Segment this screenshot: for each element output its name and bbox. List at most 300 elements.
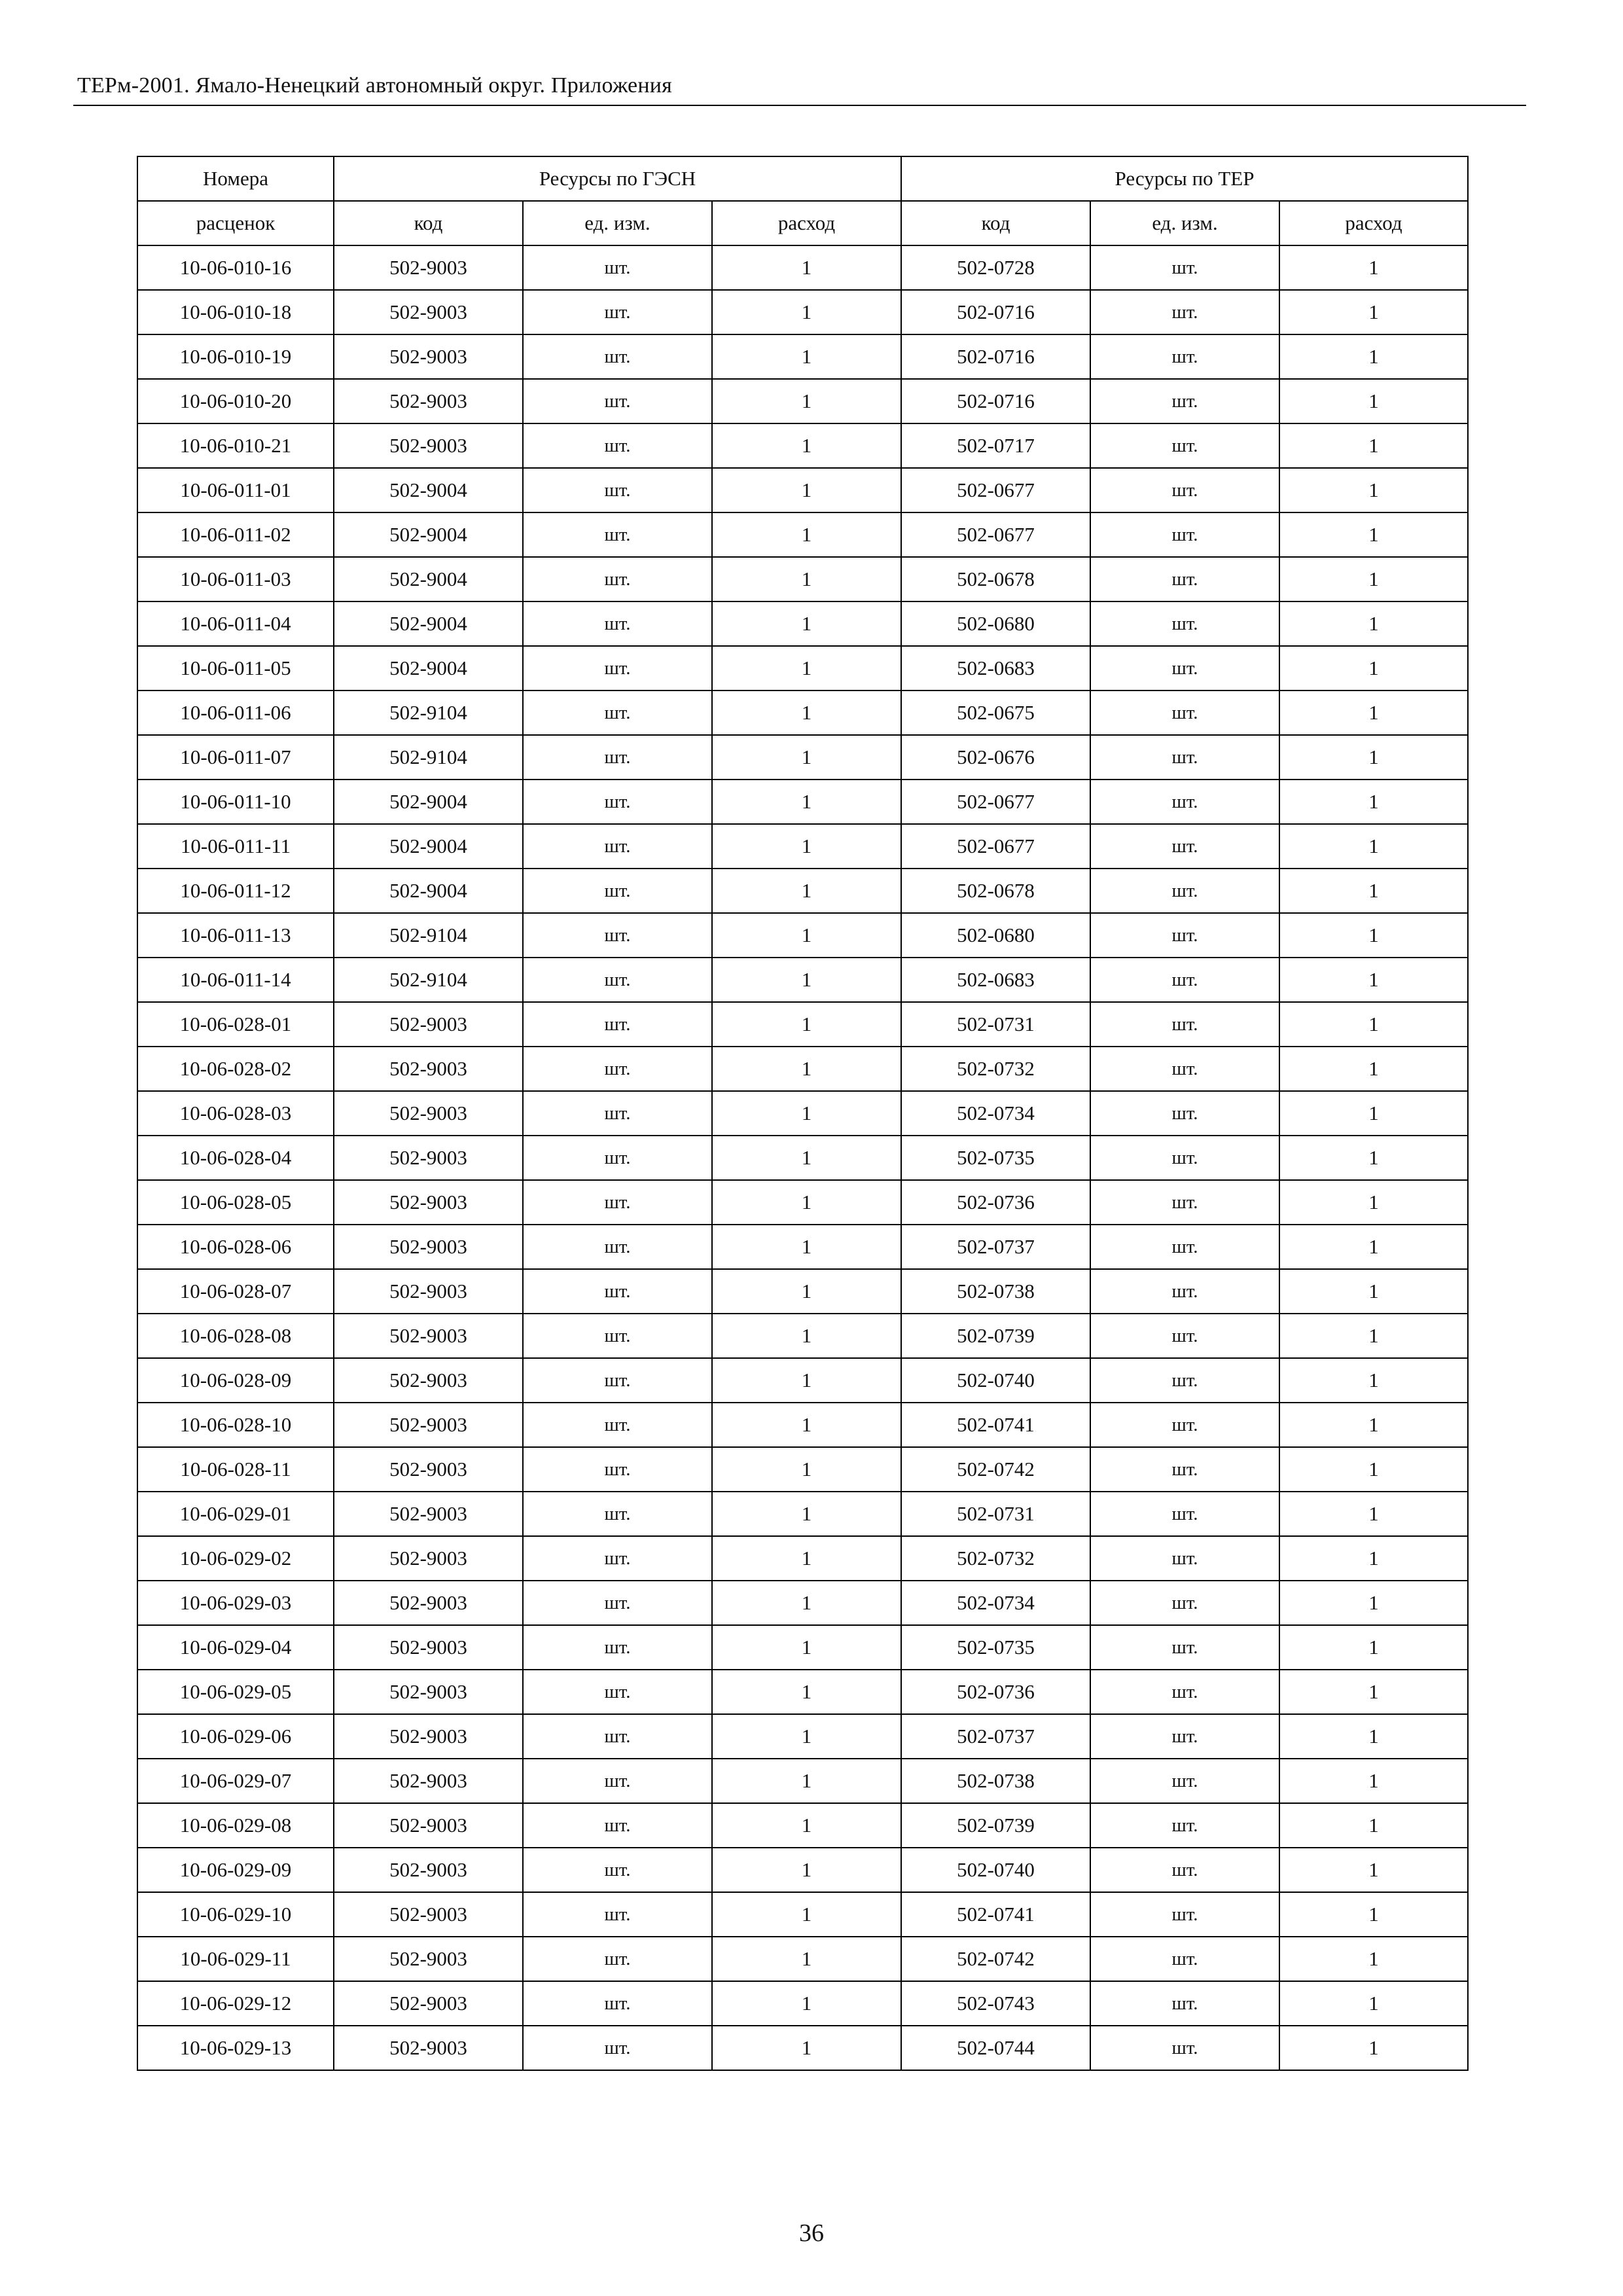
gesn-unit-cell: шт. bbox=[523, 1358, 712, 1403]
ter-code-cell: 502-0739 bbox=[901, 1314, 1090, 1358]
ter-quantity-cell: 1 bbox=[1279, 1848, 1468, 1892]
ter-code-cell: 502-0740 bbox=[901, 1358, 1090, 1403]
gesn-code-cell: 502-9003 bbox=[334, 1981, 523, 2026]
gesn-code-cell: 502-9004 bbox=[334, 780, 523, 824]
table-row bbox=[137, 1136, 1468, 1180]
ter-unit-cell: шт. bbox=[1090, 1136, 1279, 1180]
gesn-unit-cell: шт. bbox=[523, 1002, 712, 1047]
gesn-quantity-cell: 1 bbox=[712, 2026, 901, 2070]
rate-number-cell: 10-06-010-19 bbox=[137, 334, 334, 379]
gesn-code-cell: 502-9004 bbox=[334, 468, 523, 512]
ter-unit-cell: шт. bbox=[1090, 1536, 1279, 1581]
ter-code-cell: 502-0742 bbox=[901, 1937, 1090, 1981]
ter-code-cell: 502-0738 bbox=[901, 1759, 1090, 1803]
gesn-quantity-cell: 1 bbox=[712, 735, 901, 780]
ter-quantity-cell: 1 bbox=[1279, 1803, 1468, 1848]
gesn-unit-cell: шт. bbox=[523, 1848, 712, 1892]
ter-unit-cell: шт. bbox=[1090, 824, 1279, 869]
ter-code-cell: 502-0734 bbox=[901, 1091, 1090, 1136]
ter-quantity-cell: 1 bbox=[1279, 691, 1468, 735]
table-row bbox=[137, 290, 1468, 334]
ter-quantity-cell: 1 bbox=[1279, 423, 1468, 468]
gesn-unit-cell: шт. bbox=[523, 1536, 712, 1581]
ter-code-cell: 502-0677 bbox=[901, 512, 1090, 557]
ter-unit-cell: шт. bbox=[1090, 1803, 1279, 1848]
table-row bbox=[137, 557, 1468, 601]
ter-quantity-cell: 1 bbox=[1279, 1091, 1468, 1136]
gesn-quantity-cell: 1 bbox=[712, 1848, 901, 1892]
gesn-unit-cell: шт. bbox=[523, 1759, 712, 1803]
ter-unit-cell: шт. bbox=[1090, 512, 1279, 557]
header-rate-numbers: Номера bbox=[137, 156, 334, 201]
rate-number-cell: 10-06-028-04 bbox=[137, 1136, 334, 1180]
rate-number-cell: 10-06-011-03 bbox=[137, 557, 334, 601]
ter-quantity-cell: 1 bbox=[1279, 1625, 1468, 1670]
ter-code-cell: 502-0741 bbox=[901, 1892, 1090, 1937]
gesn-quantity-cell: 1 bbox=[712, 557, 901, 601]
table-row bbox=[137, 1002, 1468, 1047]
gesn-unit-cell: шт. bbox=[523, 869, 712, 913]
gesn-unit-cell: шт. bbox=[523, 958, 712, 1002]
ter-unit-cell: шт. bbox=[1090, 601, 1279, 646]
table-body bbox=[137, 245, 1468, 2070]
gesn-quantity-cell: 1 bbox=[712, 512, 901, 557]
table-row bbox=[137, 1358, 1468, 1403]
ter-quantity-cell: 1 bbox=[1279, 1581, 1468, 1625]
gesn-quantity-cell: 1 bbox=[712, 1136, 901, 1180]
ter-unit-cell: шт. bbox=[1090, 1625, 1279, 1670]
gesn-code-cell: 502-9003 bbox=[334, 1002, 523, 1047]
ter-code-cell: 502-0677 bbox=[901, 824, 1090, 869]
table-row bbox=[137, 512, 1468, 557]
ter-unit-cell: шт. bbox=[1090, 646, 1279, 691]
ter-code-cell: 502-0736 bbox=[901, 1180, 1090, 1225]
ter-code-cell: 502-0734 bbox=[901, 1581, 1090, 1625]
gesn-unit-cell: шт. bbox=[523, 1314, 712, 1358]
rate-number-cell: 10-06-011-05 bbox=[137, 646, 334, 691]
header-ter-code: код bbox=[901, 201, 1090, 245]
ter-quantity-cell: 1 bbox=[1279, 379, 1468, 423]
ter-unit-cell: шт. bbox=[1090, 1091, 1279, 1136]
gesn-quantity-cell: 1 bbox=[712, 1047, 901, 1091]
ter-unit-cell: шт. bbox=[1090, 1937, 1279, 1981]
ter-unit-cell: шт. bbox=[1090, 1670, 1279, 1714]
rate-number-cell: 10-06-029-02 bbox=[137, 1536, 334, 1581]
rate-number-cell: 10-06-029-09 bbox=[137, 1848, 334, 1892]
page-number: 36 bbox=[799, 2219, 824, 2247]
table-header-row-1 bbox=[137, 156, 1468, 201]
gesn-quantity-cell: 1 bbox=[712, 468, 901, 512]
gesn-unit-cell: шт. bbox=[523, 1447, 712, 1492]
ter-unit-cell: шт. bbox=[1090, 1447, 1279, 1492]
ter-unit-cell: шт. bbox=[1090, 1180, 1279, 1225]
gesn-unit-cell: шт. bbox=[523, 913, 712, 958]
gesn-code-cell: 502-9003 bbox=[334, 1447, 523, 1492]
gesn-code-cell: 502-9003 bbox=[334, 1403, 523, 1447]
gesn-quantity-cell: 1 bbox=[712, 1180, 901, 1225]
header-ter-unit: ед. изм. bbox=[1090, 201, 1279, 245]
gesn-code-cell: 502-9003 bbox=[334, 1225, 523, 1269]
gesn-code-cell: 502-9104 bbox=[334, 691, 523, 735]
gesn-quantity-cell: 1 bbox=[712, 1892, 901, 1937]
ter-unit-cell: шт. bbox=[1090, 1269, 1279, 1314]
ter-code-cell: 502-0732 bbox=[901, 1047, 1090, 1091]
gesn-unit-cell: шт. bbox=[523, 512, 712, 557]
ter-unit-cell: шт. bbox=[1090, 735, 1279, 780]
gesn-quantity-cell: 1 bbox=[712, 1536, 901, 1581]
gesn-code-cell: 502-9104 bbox=[334, 958, 523, 1002]
ter-code-cell: 502-0676 bbox=[901, 735, 1090, 780]
ter-code-cell: 502-0743 bbox=[901, 1981, 1090, 2026]
table-row bbox=[137, 1670, 1468, 1714]
ter-quantity-cell: 1 bbox=[1279, 1892, 1468, 1937]
ter-unit-cell: шт. bbox=[1090, 1581, 1279, 1625]
gesn-code-cell: 502-9003 bbox=[334, 1581, 523, 1625]
gesn-quantity-cell: 1 bbox=[712, 1714, 901, 1759]
gesn-quantity-cell: 1 bbox=[712, 1803, 901, 1848]
gesn-code-cell: 502-9003 bbox=[334, 1358, 523, 1403]
gesn-code-cell: 502-9104 bbox=[334, 913, 523, 958]
header-gesn-code: код bbox=[334, 201, 523, 245]
ter-code-cell: 502-0731 bbox=[901, 1002, 1090, 1047]
ter-unit-cell: шт. bbox=[1090, 379, 1279, 423]
ter-code-cell: 502-0716 bbox=[901, 334, 1090, 379]
table-row bbox=[137, 245, 1468, 290]
rate-number-cell: 10-06-028-07 bbox=[137, 1269, 334, 1314]
gesn-code-cell: 502-9004 bbox=[334, 646, 523, 691]
ter-code-cell: 502-0737 bbox=[901, 1714, 1090, 1759]
ter-code-cell: 502-0738 bbox=[901, 1269, 1090, 1314]
table-row bbox=[137, 1937, 1468, 1981]
gesn-quantity-cell: 1 bbox=[712, 1002, 901, 1047]
gesn-quantity-cell: 1 bbox=[712, 869, 901, 913]
header-gesn-quantity: расход bbox=[712, 201, 901, 245]
gesn-code-cell: 502-9104 bbox=[334, 735, 523, 780]
gesn-quantity-cell: 1 bbox=[712, 334, 901, 379]
table-row bbox=[137, 1091, 1468, 1136]
gesn-quantity-cell: 1 bbox=[712, 1981, 901, 2026]
table-row bbox=[137, 958, 1468, 1002]
ter-code-cell: 502-0680 bbox=[901, 913, 1090, 958]
ter-quantity-cell: 1 bbox=[1279, 1937, 1468, 1981]
ter-unit-cell: шт. bbox=[1090, 913, 1279, 958]
ter-unit-cell: шт. bbox=[1090, 958, 1279, 1002]
gesn-unit-cell: шт. bbox=[523, 468, 712, 512]
ter-quantity-cell: 1 bbox=[1279, 1136, 1468, 1180]
gesn-unit-cell: шт. bbox=[523, 1403, 712, 1447]
gesn-quantity-cell: 1 bbox=[712, 958, 901, 1002]
rate-number-cell: 10-06-029-07 bbox=[137, 1759, 334, 1803]
ter-quantity-cell: 1 bbox=[1279, 735, 1468, 780]
gesn-quantity-cell: 1 bbox=[712, 290, 901, 334]
rate-number-cell: 10-06-011-12 bbox=[137, 869, 334, 913]
gesn-quantity-cell: 1 bbox=[712, 245, 901, 290]
rate-number-cell: 10-06-028-01 bbox=[137, 1002, 334, 1047]
gesn-code-cell: 502-9003 bbox=[334, 1625, 523, 1670]
table-row bbox=[137, 1225, 1468, 1269]
rate-number-cell: 10-06-010-16 bbox=[137, 245, 334, 290]
ter-quantity-cell: 1 bbox=[1279, 1002, 1468, 1047]
ter-quantity-cell: 1 bbox=[1279, 1447, 1468, 1492]
gesn-unit-cell: шт. bbox=[523, 735, 712, 780]
ter-unit-cell: шт. bbox=[1090, 691, 1279, 735]
gesn-quantity-cell: 1 bbox=[712, 1759, 901, 1803]
table-row bbox=[137, 1714, 1468, 1759]
ter-code-cell: 502-0678 bbox=[901, 557, 1090, 601]
table-row bbox=[137, 780, 1468, 824]
gesn-unit-cell: шт. bbox=[523, 379, 712, 423]
table-header bbox=[137, 156, 1468, 245]
ter-quantity-cell: 1 bbox=[1279, 334, 1468, 379]
gesn-quantity-cell: 1 bbox=[712, 1625, 901, 1670]
ter-quantity-cell: 1 bbox=[1279, 1269, 1468, 1314]
header-gesn-unit: ед. изм. bbox=[523, 201, 712, 245]
header-ter-resources: Ресурсы по ТЕР bbox=[901, 156, 1468, 201]
gesn-code-cell: 502-9004 bbox=[334, 512, 523, 557]
gesn-unit-cell: шт. bbox=[523, 1047, 712, 1091]
ter-code-cell: 502-0728 bbox=[901, 245, 1090, 290]
gesn-unit-cell: шт. bbox=[523, 1803, 712, 1848]
table-row bbox=[137, 913, 1468, 958]
gesn-unit-cell: шт. bbox=[523, 691, 712, 735]
gesn-code-cell: 502-9003 bbox=[334, 423, 523, 468]
ter-quantity-cell: 1 bbox=[1279, 245, 1468, 290]
gesn-unit-cell: шт. bbox=[523, 1714, 712, 1759]
ter-code-cell: 502-0675 bbox=[901, 691, 1090, 735]
ter-unit-cell: шт. bbox=[1090, 468, 1279, 512]
gesn-quantity-cell: 1 bbox=[712, 691, 901, 735]
rate-number-cell: 10-06-029-01 bbox=[137, 1492, 334, 1536]
gesn-code-cell: 502-9003 bbox=[334, 1047, 523, 1091]
table-row bbox=[137, 1492, 1468, 1536]
ter-quantity-cell: 1 bbox=[1279, 824, 1468, 869]
gesn-unit-cell: шт. bbox=[523, 1581, 712, 1625]
gesn-unit-cell: шт. bbox=[523, 780, 712, 824]
table-row bbox=[137, 1180, 1468, 1225]
rate-number-cell: 10-06-011-02 bbox=[137, 512, 334, 557]
table-row bbox=[137, 646, 1468, 691]
rate-number-cell: 10-06-011-07 bbox=[137, 735, 334, 780]
rate-number-cell: 10-06-028-10 bbox=[137, 1403, 334, 1447]
table-row bbox=[137, 1581, 1468, 1625]
gesn-quantity-cell: 1 bbox=[712, 423, 901, 468]
ter-code-cell: 502-0683 bbox=[901, 958, 1090, 1002]
ter-code-cell: 502-0677 bbox=[901, 468, 1090, 512]
gesn-unit-cell: шт. bbox=[523, 1937, 712, 1981]
ter-quantity-cell: 1 bbox=[1279, 1714, 1468, 1759]
gesn-code-cell: 502-9004 bbox=[334, 869, 523, 913]
rate-number-cell: 10-06-029-13 bbox=[137, 2026, 334, 2070]
ter-unit-cell: шт. bbox=[1090, 334, 1279, 379]
gesn-code-cell: 502-9003 bbox=[334, 1314, 523, 1358]
rate-number-cell: 10-06-029-04 bbox=[137, 1625, 334, 1670]
gesn-unit-cell: шт. bbox=[523, 1981, 712, 2026]
ter-code-cell: 502-0680 bbox=[901, 601, 1090, 646]
gesn-quantity-cell: 1 bbox=[712, 1225, 901, 1269]
gesn-quantity-cell: 1 bbox=[712, 780, 901, 824]
gesn-quantity-cell: 1 bbox=[712, 1447, 901, 1492]
ter-quantity-cell: 1 bbox=[1279, 913, 1468, 958]
table-row bbox=[137, 379, 1468, 423]
table-row bbox=[137, 869, 1468, 913]
gesn-code-cell: 502-9003 bbox=[334, 1670, 523, 1714]
table-row bbox=[137, 601, 1468, 646]
ter-code-cell: 502-0735 bbox=[901, 1136, 1090, 1180]
gesn-unit-cell: шт. bbox=[523, 290, 712, 334]
table-row bbox=[137, 824, 1468, 869]
rate-number-cell: 10-06-028-03 bbox=[137, 1091, 334, 1136]
rate-number-cell: 10-06-029-05 bbox=[137, 1670, 334, 1714]
rate-number-cell: 10-06-029-03 bbox=[137, 1581, 334, 1625]
gesn-code-cell: 502-9003 bbox=[334, 290, 523, 334]
ter-quantity-cell: 1 bbox=[1279, 1536, 1468, 1581]
ter-unit-cell: шт. bbox=[1090, 1225, 1279, 1269]
rate-number-cell: 10-06-029-10 bbox=[137, 1892, 334, 1937]
table-row bbox=[137, 423, 1468, 468]
ter-code-cell: 502-0736 bbox=[901, 1670, 1090, 1714]
ter-code-cell: 502-0737 bbox=[901, 1225, 1090, 1269]
ter-code-cell: 502-0744 bbox=[901, 2026, 1090, 2070]
ter-quantity-cell: 1 bbox=[1279, 869, 1468, 913]
gesn-quantity-cell: 1 bbox=[712, 379, 901, 423]
gesn-quantity-cell: 1 bbox=[712, 1314, 901, 1358]
ter-quantity-cell: 1 bbox=[1279, 1981, 1468, 2026]
gesn-quantity-cell: 1 bbox=[712, 1581, 901, 1625]
gesn-code-cell: 502-9003 bbox=[334, 1136, 523, 1180]
rate-number-cell: 10-06-010-21 bbox=[137, 423, 334, 468]
table-row bbox=[137, 1625, 1468, 1670]
gesn-code-cell: 502-9003 bbox=[334, 1848, 523, 1892]
ter-quantity-cell: 1 bbox=[1279, 557, 1468, 601]
ter-quantity-cell: 1 bbox=[1279, 468, 1468, 512]
ter-code-cell: 502-0732 bbox=[901, 1536, 1090, 1581]
gesn-unit-cell: шт. bbox=[523, 1136, 712, 1180]
gesn-unit-cell: шт. bbox=[523, 646, 712, 691]
rate-number-cell: 10-06-011-01 bbox=[137, 468, 334, 512]
ter-code-cell: 502-0741 bbox=[901, 1403, 1090, 1447]
ter-quantity-cell: 1 bbox=[1279, 1492, 1468, 1536]
rate-number-cell: 10-06-011-13 bbox=[137, 913, 334, 958]
table-row bbox=[137, 1536, 1468, 1581]
table-row bbox=[137, 334, 1468, 379]
gesn-unit-cell: шт. bbox=[523, 1625, 712, 1670]
gesn-code-cell: 502-9003 bbox=[334, 379, 523, 423]
gesn-unit-cell: шт. bbox=[523, 824, 712, 869]
rate-number-cell: 10-06-011-06 bbox=[137, 691, 334, 735]
table-row bbox=[137, 2026, 1468, 2070]
ter-unit-cell: шт. bbox=[1090, 1358, 1279, 1403]
gesn-quantity-cell: 1 bbox=[712, 1091, 901, 1136]
gesn-unit-cell: шт. bbox=[523, 557, 712, 601]
gesn-code-cell: 502-9004 bbox=[334, 557, 523, 601]
ter-quantity-cell: 1 bbox=[1279, 1358, 1468, 1403]
ter-code-cell: 502-0677 bbox=[901, 780, 1090, 824]
rate-number-cell: 10-06-029-06 bbox=[137, 1714, 334, 1759]
ter-quantity-cell: 1 bbox=[1279, 1403, 1468, 1447]
rate-number-cell: 10-06-011-11 bbox=[137, 824, 334, 869]
table-row bbox=[137, 735, 1468, 780]
ter-unit-cell: шт. bbox=[1090, 1403, 1279, 1447]
rate-number-cell: 10-06-028-02 bbox=[137, 1047, 334, 1091]
gesn-code-cell: 502-9003 bbox=[334, 1492, 523, 1536]
gesn-code-cell: 502-9003 bbox=[334, 1269, 523, 1314]
gesn-code-cell: 502-9003 bbox=[334, 1892, 523, 1937]
header-divider bbox=[73, 105, 1526, 106]
resource-mapping-table bbox=[137, 156, 1469, 2071]
gesn-code-cell: 502-9004 bbox=[334, 601, 523, 646]
table-row bbox=[137, 1892, 1468, 1937]
ter-quantity-cell: 1 bbox=[1279, 646, 1468, 691]
gesn-unit-cell: шт. bbox=[523, 245, 712, 290]
ter-unit-cell: шт. bbox=[1090, 869, 1279, 913]
table-row bbox=[137, 1848, 1468, 1892]
gesn-unit-cell: шт. bbox=[523, 1091, 712, 1136]
rate-number-cell: 10-06-028-05 bbox=[137, 1180, 334, 1225]
rate-number-cell: 10-06-010-20 bbox=[137, 379, 334, 423]
ter-unit-cell: шт. bbox=[1090, 1714, 1279, 1759]
ter-quantity-cell: 1 bbox=[1279, 2026, 1468, 2070]
gesn-code-cell: 502-9003 bbox=[334, 1803, 523, 1848]
table-header-row-2 bbox=[137, 201, 1468, 245]
ter-unit-cell: шт. bbox=[1090, 290, 1279, 334]
rate-number-cell: 10-06-028-11 bbox=[137, 1447, 334, 1492]
gesn-code-cell: 502-9004 bbox=[334, 824, 523, 869]
ter-unit-cell: шт. bbox=[1090, 780, 1279, 824]
ter-unit-cell: шт. bbox=[1090, 1892, 1279, 1937]
ter-unit-cell: шт. bbox=[1090, 2026, 1279, 2070]
gesn-unit-cell: шт. bbox=[523, 1180, 712, 1225]
gesn-code-cell: 502-9003 bbox=[334, 1180, 523, 1225]
rate-number-cell: 10-06-029-12 bbox=[137, 1981, 334, 2026]
ter-quantity-cell: 1 bbox=[1279, 1759, 1468, 1803]
ter-unit-cell: шт. bbox=[1090, 1047, 1279, 1091]
gesn-unit-cell: шт. bbox=[523, 1225, 712, 1269]
ter-unit-cell: шт. bbox=[1090, 245, 1279, 290]
ter-unit-cell: шт. bbox=[1090, 423, 1279, 468]
ter-unit-cell: шт. bbox=[1090, 1314, 1279, 1358]
table-row bbox=[137, 1759, 1468, 1803]
gesn-code-cell: 502-9003 bbox=[334, 2026, 523, 2070]
gesn-unit-cell: шт. bbox=[523, 1269, 712, 1314]
table-row bbox=[137, 1403, 1468, 1447]
gesn-quantity-cell: 1 bbox=[712, 1937, 901, 1981]
gesn-unit-cell: шт. bbox=[523, 2026, 712, 2070]
table-row bbox=[137, 1803, 1468, 1848]
rate-number-cell: 10-06-011-04 bbox=[137, 601, 334, 646]
ter-code-cell: 502-0731 bbox=[901, 1492, 1090, 1536]
ter-quantity-cell: 1 bbox=[1279, 1670, 1468, 1714]
gesn-quantity-cell: 1 bbox=[712, 1670, 901, 1714]
gesn-unit-cell: шт. bbox=[523, 601, 712, 646]
ter-quantity-cell: 1 bbox=[1279, 1180, 1468, 1225]
table-row bbox=[137, 691, 1468, 735]
ter-quantity-cell: 1 bbox=[1279, 290, 1468, 334]
gesn-code-cell: 502-9003 bbox=[334, 334, 523, 379]
gesn-quantity-cell: 1 bbox=[712, 913, 901, 958]
ter-code-cell: 502-0717 bbox=[901, 423, 1090, 468]
gesn-quantity-cell: 1 bbox=[712, 646, 901, 691]
ter-quantity-cell: 1 bbox=[1279, 601, 1468, 646]
ter-quantity-cell: 1 bbox=[1279, 780, 1468, 824]
gesn-unit-cell: шт. bbox=[523, 334, 712, 379]
gesn-quantity-cell: 1 bbox=[712, 1403, 901, 1447]
rate-number-cell: 10-06-028-09 bbox=[137, 1358, 334, 1403]
table-row bbox=[137, 1447, 1468, 1492]
ter-code-cell: 502-0678 bbox=[901, 869, 1090, 913]
rate-number-cell: 10-06-029-11 bbox=[137, 1937, 334, 1981]
table-row bbox=[137, 1314, 1468, 1358]
table-row bbox=[137, 1981, 1468, 2026]
